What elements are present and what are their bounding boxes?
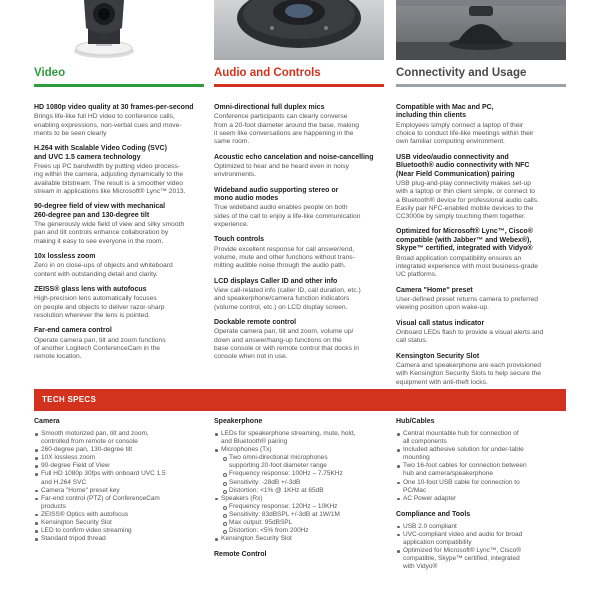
camera-specs-heading: Camera bbox=[34, 418, 60, 425]
speakerphone-specs-heading: Speakerphone bbox=[214, 418, 263, 425]
feature-heading: Camera "Home" preset bbox=[396, 286, 473, 294]
feature-body: Brings life-like full HD video to conference calls, enabling expressions, non-verbal cues and move- ments to be seen clearly bbox=[34, 113, 182, 137]
spec-item: Kensington Security Slot bbox=[214, 535, 384, 543]
feature-body: USB plug-and-play connectivity makes set-up with a laptop or thin client simple, or connect to a Bluetooth® device for professional audio calls. Easily pair NFC-enabled mobile devices to the CC3000e by simply touching them together. bbox=[396, 179, 539, 221]
spec-item: Kensington Security Slot bbox=[34, 519, 204, 527]
feature-item bbox=[34, 145, 204, 196]
feature-item bbox=[214, 187, 384, 230]
spec-sub-item: Distortion: <1% @ 1KHz at 65dB bbox=[214, 487, 384, 495]
feature-heading: Optimized for Microsoft® Lync™, Cisco® compatible (with Jabber™ and Webex®), Skype™ certified, integrated with Vidyo® bbox=[396, 228, 533, 253]
speakerphone-photo bbox=[214, 0, 384, 60]
feature-heading: USB video/audio connectivity and Bluetooth® audio connectivity with NFC (Near Field Communication) pairing bbox=[396, 153, 530, 178]
spec-item: Camera "Home" preset key bbox=[34, 487, 204, 495]
camera-specs bbox=[34, 417, 204, 543]
audio-rule bbox=[214, 84, 384, 87]
feature-body: View call-related info (caller ID, call duration, etc.) and speakerphone/camera function indicators (volume control, etc.) on LCD display screen. bbox=[214, 287, 361, 311]
feature-item bbox=[396, 287, 566, 313]
spec-item: Central mountable hub for connection of all components bbox=[396, 430, 566, 446]
spec-item: AC Power adapter bbox=[396, 495, 566, 503]
spec-item: Speakers (Rx) bbox=[214, 495, 384, 503]
spec-item: Far-end control (PTZ) of ConferenceCam products bbox=[34, 495, 204, 511]
feature-item bbox=[396, 154, 566, 222]
feature-body: Frees up PC bandwidth by putting video process- ing within the camera, adjusting dynamically to the available bitstream. The result is a smoother video stream in applications like Microsoft® Lync™ 2013. bbox=[34, 163, 186, 195]
hub-specs-heading: Hub/Cables bbox=[396, 418, 435, 425]
spec-item: Smooth motorized pan, tilt and zoom, controlled from remote or console bbox=[34, 430, 204, 446]
feature-heading: 10x lossless zoom bbox=[34, 253, 96, 260]
feature-item bbox=[214, 319, 384, 362]
feature-body: Optimized to hear and be heard even in noisy environments. bbox=[214, 163, 349, 179]
feature-body: Operate camera pan, tilt and zoom, volume up/ down and answer/hang-up functions on the base console or with remote control that docks in console when not in use. bbox=[214, 328, 359, 361]
spec-sub-item: Distortion: <5% from 200Hz bbox=[214, 527, 384, 535]
compliance-spec-list bbox=[396, 523, 566, 572]
tech-specs-title: TECH SPECS bbox=[42, 395, 97, 404]
spec-item: One 10-foot USB cable for connection to PC/Mac bbox=[396, 479, 566, 495]
feature-body: User-defined preset returns camera to preferred viewing position upon wake-up. bbox=[396, 295, 538, 312]
feature-item bbox=[34, 104, 204, 138]
feature-item bbox=[214, 104, 384, 147]
spec-item: Full HD 1080p 30fps with onboard UVC 1.5 and H.264 SVC bbox=[34, 470, 204, 486]
feature-heading: LCD displays Caller ID and other info bbox=[214, 277, 338, 285]
feature-item bbox=[34, 286, 204, 320]
feature-heading: Wideband audio supporting stereo or mono audio modes bbox=[214, 186, 339, 202]
feature-item bbox=[34, 203, 204, 246]
video-rule bbox=[34, 84, 204, 87]
feature-heading: Kensington Security Slot bbox=[396, 352, 480, 360]
spec-item: 260-degree pan, 130-degree tilt bbox=[34, 446, 204, 454]
video-column bbox=[34, 66, 204, 369]
feature-heading: Omni-directional full duplex mics bbox=[214, 104, 325, 111]
audio-title: Audio and Controls bbox=[214, 67, 321, 79]
feature-body: Zero in on close-ups of objects and whiteboard content with outstanding detail and clarity. bbox=[34, 262, 173, 278]
spec-item: Standard tripod thread bbox=[34, 535, 204, 543]
spec-item: LEDs for speakerphone streaming, mute, hold, and Bluetooth® pairing bbox=[214, 430, 384, 446]
feature-body: Employees simply connect a laptop of their choice to conduct life-like meetings within their own familiar computing environment. bbox=[396, 121, 534, 146]
hub-spec-list bbox=[396, 430, 566, 503]
feature-heading: HD 1080p video quality at 30 frames-per-second bbox=[34, 104, 194, 111]
spec-item: 90-degree Field of View bbox=[34, 462, 204, 470]
spec-sub-item: Frequency response: 120Hz – 10KHz bbox=[214, 503, 384, 511]
hub-photo bbox=[396, 0, 566, 60]
feature-heading: 90-degree field of view with mechanical 260-degree pan and 130-degree tilt bbox=[34, 203, 166, 219]
spec-item: 10X lossless zoom bbox=[34, 454, 204, 462]
feature-heading: Visual call status indicator bbox=[396, 319, 485, 327]
feature-body: Operate camera pan, tilt and zoom functions of another Logitech ConferenceCam in the remote location. bbox=[34, 336, 166, 361]
feature-body: High-precision lens automatically focuses on people and objects to deliver razor-sharp resolution wherever the lens is pointed. bbox=[34, 295, 165, 319]
spec-sub-item: Sensitivity: -28dB +/-3dB bbox=[214, 479, 384, 487]
feature-heading: H.264 with Scalable Video Coding (SVC) and UVC 1.5 camera technology bbox=[34, 145, 167, 161]
spec-item: ZEISS® Optics with autofocus bbox=[34, 511, 204, 519]
feature-item bbox=[214, 236, 384, 270]
feature-item bbox=[214, 278, 384, 312]
audio-column bbox=[214, 66, 384, 368]
spec-sub-item: Max output: 95dBSPL bbox=[214, 519, 384, 527]
feature-item bbox=[396, 104, 566, 147]
feature-heading: ZEISS® glass lens with autofocus bbox=[34, 286, 147, 293]
feature-body: The generously wide field of view and silky smooth pan and tilt controls enhance collaboration by making it easy to see everyone in the room. bbox=[34, 221, 185, 245]
spec-sub-item: Frequency response: 100Hz – 7.75KHz bbox=[214, 470, 384, 478]
camera-spec-list bbox=[34, 430, 204, 543]
feature-heading: Compatible with Mac and PC, including thin clients bbox=[396, 104, 494, 120]
connectivity-column bbox=[396, 66, 566, 394]
feature-heading: Acoustic echo cancelation and noise-cancelling bbox=[214, 153, 374, 161]
spec-sub-item: Sensitivity: 83dBSPL +/-3dB at 1W/1M bbox=[214, 511, 384, 519]
speakerphone-specs bbox=[214, 417, 384, 563]
connectivity-rule bbox=[396, 84, 566, 87]
feature-item bbox=[396, 320, 566, 346]
feature-body: Broad application compatibility ensures an integrated experience with most business-grade UC platforms. bbox=[396, 254, 539, 279]
remote-control-heading: Remote Control bbox=[214, 551, 267, 559]
hub-specs bbox=[396, 417, 566, 571]
feature-item bbox=[34, 327, 204, 361]
feature-item bbox=[396, 228, 566, 279]
feature-body: Conference participants can clearly converse from a 20-foot diameter around the base, making it seem like conversations are happening in the same room. bbox=[214, 113, 359, 146]
speakerphone-spec-list bbox=[214, 430, 384, 543]
feature-body: Onboard LEDs flash to provide a visual alerts and call status. bbox=[396, 328, 544, 345]
feature-item bbox=[214, 154, 384, 180]
feature-item bbox=[396, 353, 566, 387]
feature-body: True wideband audio enables people on both sides of the call to enjoy a life-like communication experience. bbox=[214, 204, 361, 228]
spec-item: USB 2.0 compliant bbox=[396, 523, 566, 531]
feature-item bbox=[34, 253, 204, 279]
spec-item: Two 16-foot cables for connection between hub and camera/speakerphone bbox=[396, 462, 566, 478]
spec-sub-item: Two omni-directional microphones supporting 20-foot diameter range bbox=[214, 454, 384, 470]
spec-item: Microphones (Tx) bbox=[214, 446, 384, 454]
compliance-heading: Compliance and Tools bbox=[396, 510, 471, 518]
tech-specs-bar bbox=[34, 389, 566, 411]
feature-body: Provide excellent response for call answer/end, volume, mute and other functions without trans- mitting audible noise through the audio path. bbox=[214, 245, 355, 270]
spec-item: LED to confirm video streaming bbox=[34, 527, 204, 535]
feature-body: Camera and speakerphone are each provisioned with Kensington Security Slots to help secure the equipment with anti-theft locks. bbox=[396, 361, 541, 386]
feature-heading: Dockable remote control bbox=[214, 318, 297, 326]
product-photo-strip bbox=[0, 0, 600, 62]
camera-photo bbox=[34, 0, 199, 60]
spec-item: Included adhesive solution for under-table mounting bbox=[396, 446, 566, 462]
connectivity-title: Connectivity and Usage bbox=[396, 67, 527, 79]
spec-item: Optimized for Microsoft® Lync™, Cisco® compatible, Skype™ certified, integrated with Vidyo® bbox=[396, 547, 566, 571]
spec-item: UVC-compliant video and audio for broad application compatibility bbox=[396, 531, 566, 547]
feature-heading: Touch controls bbox=[214, 236, 265, 244]
feature-heading: Far-end camera control bbox=[34, 327, 112, 335]
video-title: Video bbox=[34, 67, 66, 79]
